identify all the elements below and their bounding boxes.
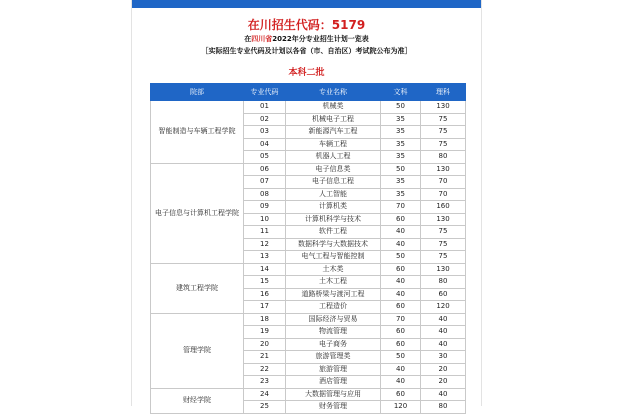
major-code-cell: 04 [244,138,286,151]
major-name-cell: 机器人工程 [286,151,381,164]
major-code-cell: 13 [244,251,286,264]
science-quota-cell: 80 [421,401,466,414]
major-name-cell: 旅游管理类 [286,351,381,364]
science-quota-cell: 75 [421,238,466,251]
major-code-cell: 08 [244,188,286,201]
science-quota-cell: 40 [421,326,466,339]
plan-title [132,34,481,44]
major-code-cell: 15 [244,276,286,289]
college-cell: 建筑工程学院 [151,263,244,313]
liberal-arts-quota-cell: 40 [381,238,421,251]
major-code-cell: 25 [244,401,286,414]
science-quota-cell: 70 [421,188,466,201]
major-name-cell: 软件工程 [286,226,381,239]
table-row [151,101,466,114]
science-quota-cell: 20 [421,363,466,376]
major-name-cell: 工程造价 [286,301,381,314]
science-quota-cell: 80 [421,276,466,289]
major-code-cell: 03 [244,126,286,139]
science-quota-cell: 40 [421,388,466,401]
science-quota-cell: 75 [421,251,466,264]
science-quota-cell: 75 [421,226,466,239]
liberal-arts-quota-cell: 60 [381,213,421,226]
major-code-cell: 09 [244,201,286,214]
table-row [151,313,466,326]
enrollment-plan-table [150,83,466,414]
plan-title-prefix: 在 [244,35,252,43]
liberal-arts-quota-cell: 35 [381,126,421,139]
science-quota-cell: 75 [421,138,466,151]
plan-note: ［实际招生专业代码及计划以各省（市、自治区）考试院公布为准］ [201,47,412,55]
science-quota-cell: 130 [421,163,466,176]
major-name-cell: 国际经济与贸易 [286,313,381,326]
major-code-cell: 22 [244,363,286,376]
major-code-cell: 07 [244,176,286,189]
major-code-cell: 01 [244,101,286,114]
table-body [151,101,466,414]
liberal-arts-quota-cell: 40 [381,376,421,389]
major-name-cell: 电气工程与智能控制 [286,251,381,264]
major-name-cell: 土木工程 [286,276,381,289]
science-quota-cell: 20 [421,376,466,389]
science-quota-cell: 80 [421,151,466,164]
major-code-cell: 11 [244,226,286,239]
header-major-code: 专业代码 [244,84,286,101]
major-code-cell: 16 [244,288,286,301]
science-quota-cell: 75 [421,113,466,126]
major-name-cell: 旅游管理 [286,363,381,376]
science-quota-cell: 120 [421,301,466,314]
major-code-cell: 20 [244,338,286,351]
major-code-cell: 23 [244,376,286,389]
college-cell: 财经学院 [151,388,244,413]
science-quota-cell: 130 [421,213,466,226]
plan-title-province: 四川省 [251,35,273,43]
liberal-arts-quota-cell: 50 [381,351,421,364]
major-code-cell: 10 [244,213,286,226]
science-quota-cell: 160 [421,201,466,214]
liberal-arts-quota-cell: 35 [381,138,421,151]
major-code-cell: 17 [244,301,286,314]
major-name-cell: 酒店管理 [286,376,381,389]
table-row [151,263,466,276]
liberal-arts-quota-cell: 60 [381,326,421,339]
science-quota-cell: 130 [421,263,466,276]
major-code-cell: 21 [244,351,286,364]
enrollment-code-title: 在川招生代码：5179 [247,18,366,32]
major-code-cell: 12 [244,238,286,251]
batch-title: 本科二批 [288,68,325,78]
major-name-cell: 数据科学与大数据技术 [286,238,381,251]
header-liberal-arts: 文科 [381,84,421,101]
header-science: 理科 [421,84,466,101]
major-name-cell: 土木类 [286,263,381,276]
major-name-cell: 物流管理 [286,326,381,339]
major-name-cell: 计算机科学与技术 [286,213,381,226]
top-color-bar [132,0,481,8]
science-quota-cell: 75 [421,126,466,139]
header-college: 院部 [151,84,244,101]
table-header-row [151,84,466,101]
liberal-arts-quota-cell: 60 [381,338,421,351]
liberal-arts-quota-cell: 60 [381,388,421,401]
major-name-cell: 车辆工程 [286,138,381,151]
science-quota-cell: 70 [421,176,466,189]
college-cell: 智能制造与车辆工程学院 [151,101,244,164]
major-name-cell: 人工智能 [286,188,381,201]
science-quota-cell: 130 [421,101,466,114]
plan-title-suffix: 2022年分专业招生计划一览表 [272,35,369,43]
liberal-arts-quota-cell: 70 [381,201,421,214]
major-name-cell: 计算机类 [286,201,381,214]
major-name-cell: 新能源汽车工程 [286,126,381,139]
liberal-arts-quota-cell: 50 [381,101,421,114]
liberal-arts-quota-cell: 35 [381,151,421,164]
liberal-arts-quota-cell: 40 [381,276,421,289]
major-code-cell: 06 [244,163,286,176]
major-code-cell: 05 [244,151,286,164]
liberal-arts-quota-cell: 40 [381,288,421,301]
liberal-arts-quota-cell: 60 [381,301,421,314]
liberal-arts-quota-cell: 50 [381,163,421,176]
major-name-cell: 机械类 [286,101,381,114]
major-code-cell: 19 [244,326,286,339]
liberal-arts-quota-cell: 40 [381,226,421,239]
document-page [131,0,482,411]
liberal-arts-quota-cell: 35 [381,188,421,201]
liberal-arts-quota-cell: 35 [381,113,421,126]
table-row [151,388,466,401]
liberal-arts-quota-cell: 120 [381,401,421,414]
table-row [151,163,466,176]
liberal-arts-quota-cell: 40 [381,363,421,376]
major-code-cell: 02 [244,113,286,126]
science-quota-cell: 40 [421,338,466,351]
liberal-arts-quota-cell: 70 [381,313,421,326]
liberal-arts-quota-cell: 50 [381,251,421,264]
header-major-name: 专业名称 [286,84,381,101]
major-name-cell: 电子信息类 [286,163,381,176]
major-name-cell: 机械电子工程 [286,113,381,126]
liberal-arts-quota-cell: 35 [381,176,421,189]
science-quota-cell: 60 [421,288,466,301]
major-name-cell: 电子信息工程 [286,176,381,189]
major-code-cell: 14 [244,263,286,276]
major-name-cell: 电子商务 [286,338,381,351]
major-name-cell: 财务管理 [286,401,381,414]
science-quota-cell: 40 [421,313,466,326]
college-cell: 电子信息与计算机工程学院 [151,163,244,263]
science-quota-cell: 30 [421,351,466,364]
college-cell: 管理学院 [151,313,244,388]
major-name-cell: 大数据管理与应用 [286,388,381,401]
liberal-arts-quota-cell: 60 [381,263,421,276]
major-code-cell: 18 [244,313,286,326]
major-code-cell: 24 [244,388,286,401]
major-name-cell: 道路桥梁与渡河工程 [286,288,381,301]
